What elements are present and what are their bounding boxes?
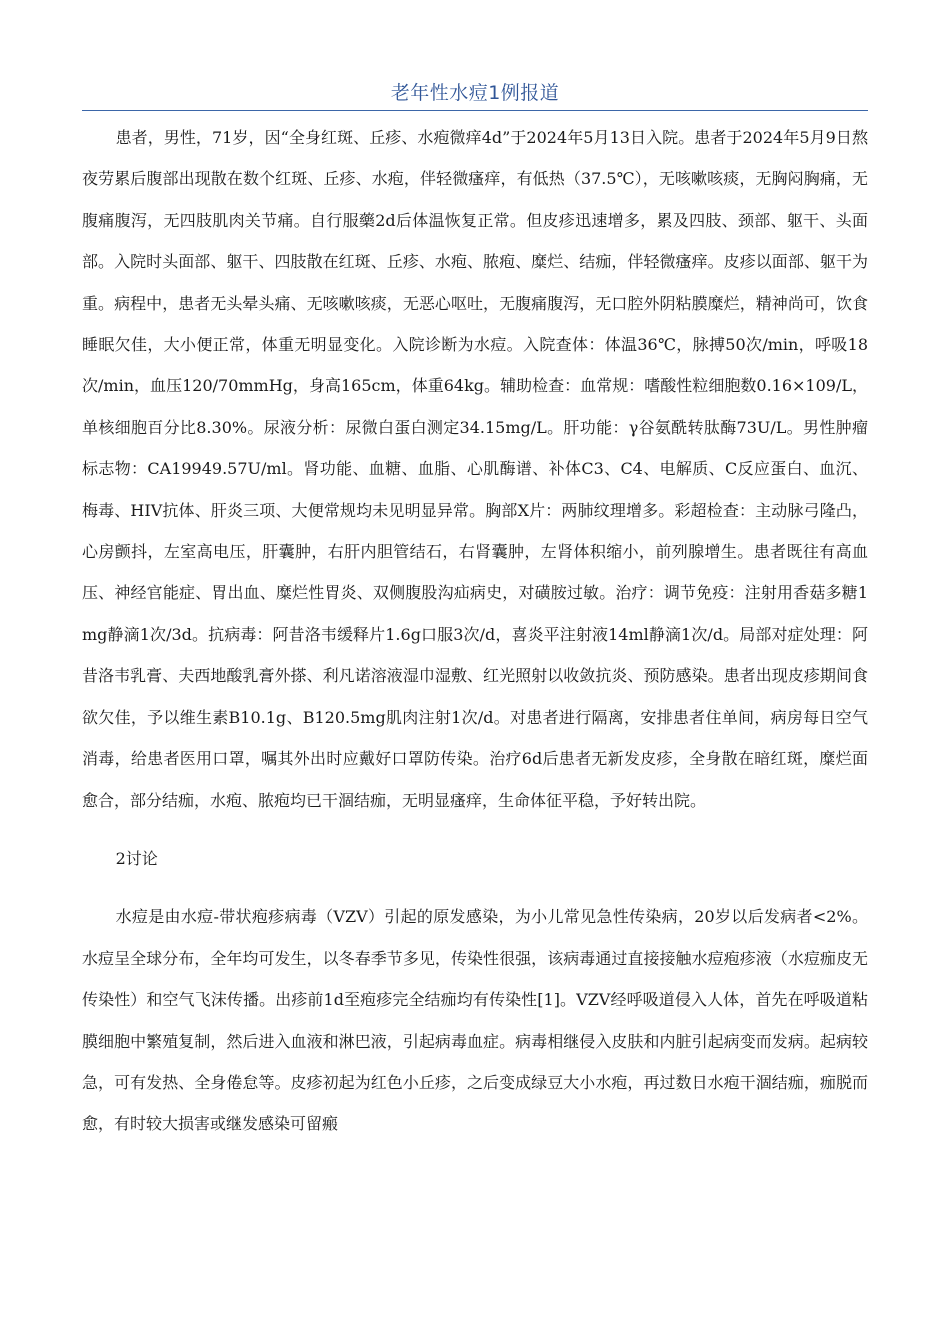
document-body — [82, 117, 868, 1145]
case-report-paragraph: 患者，男性，71岁，因“全身红斑、丘疹、水疱微痒4d”于2024年5月13日入院。患者于2024年5月9日熬夜劳累后腹部出现散在数个红斑、丘疹、水疱，伴轻微瘙痒，有低热（37.5℃），无咳嗽咳痰，无胸闷胸痛，无腹痛腹泻，无四肢肌肉关节痛。自行服藥2d后体温恢复正常。但皮疹迅速增多，累及四肢、颈部、躯干、头面部。入院时头面部、躯干、四肢散在红斑、丘疹、水疱、脓疱、糜烂、结痂，伴轻微瘙痒。皮疹以面部、躯干为重。病程中，患者无头晕头痛、无咳嗽咳痰，无恶心呕吐，无腹痛腹泻，无口腔外阴粘膜糜烂，精神尚可，饮食睡眠欠佳，大小便正常，体重无明显变化。入院诊断为水痘。入院查体：体温36℃，脉搏50次/min，呼吸18次/min，血压120/70mmHg，身高165cm，体重64kg。辅助检查：血常规：嗜酸性粒细胞数0.16×109/L，单核细胞百分比8.30%。尿液分析：尿微白蛋白测定34.15mg/L。肝功能：γ谷氨酰转肽酶73U/L。男性肿瘤标志物：CA19949.57U/ml。肾功能、血糖、血脂、心肌酶谱、补体C3、C4、电解质、C反应蛋白、血沉、梅毒、HIV抗体、肝炎三项、大便常规均未见明显异常。胸部X片：两肺纹理增多。彩超检查：主动脉弓隆凸，心房颤抖，左室高电压，肝囊肿，右肝内胆管结石，右肾囊肿，左肾体积缩小，前列腺增生。患者既往有高血压、神经官能症、胃出血、糜烂性胃炎、双侧腹股沟疝病史，对磺胺过敏。治疗：调节免疫：注射用香菇多糖1mg静滴1次/3d。抗病毒：阿昔洛韦缓释片1.6g口服3次/d，喜炎平注射液14ml静滴1次/d。局部对症处理：阿昔洛韦乳膏、夫西地酸乳膏外搽、利凡诺溶液湿巾湿敷、红光照射以收敛抗炎、预防感染。患者出现皮疹期间食欲欠佳，予以维生素B10.1g、B120.5mg肌肉注射1次/d。对患者进行隔离，安排患者住单间，病房每日空气消毒，给患者医用口罩，嘱其外出时应戴好口罩防传染。治疗6d后患者无新发皮疹，全身散在暗红斑，糜烂面愈合，部分结痂，水疱、脓疱均已干涸结痂，无明显瘙痒，生命体征平稳，予好转出院。 — [82, 128, 868, 810]
discussion-paragraph: 水痘是由水痘-带状疱疹病毒（VZV）引起的原发感染，为小儿常见急性传染病，20岁以后发病者<2%。水痘呈全球分布，全年均可发生，以冬春季节多见，传染性很强，该病毒通过直接接触水痘疱疹液（水痘痂皮无传染性）和空气飞沫传播。出疹前1d至疱疹完全结痂均有传染性[1]。VZV经呼吸道侵入人体，首先在呼吸道粘膜细胞中繁殖复制，然后进入血液和淋巴液，引起病毒血症。病毒相继侵入皮肤和内脏引起病变而发病。起病较急，可有发热、全身倦怠等。皮疹初起为红色小丘疹，之后变成绿豆大小水疱，再过数日水疱干涸结痂，痂脱而愈，有时较大损害或继发感染可留瘢 — [82, 907, 868, 1134]
page-header — [82, 78, 868, 111]
page-title: 老年性水痘1例报道 — [390, 82, 560, 104]
discussion-heading: 2讨论 — [115, 848, 158, 868]
